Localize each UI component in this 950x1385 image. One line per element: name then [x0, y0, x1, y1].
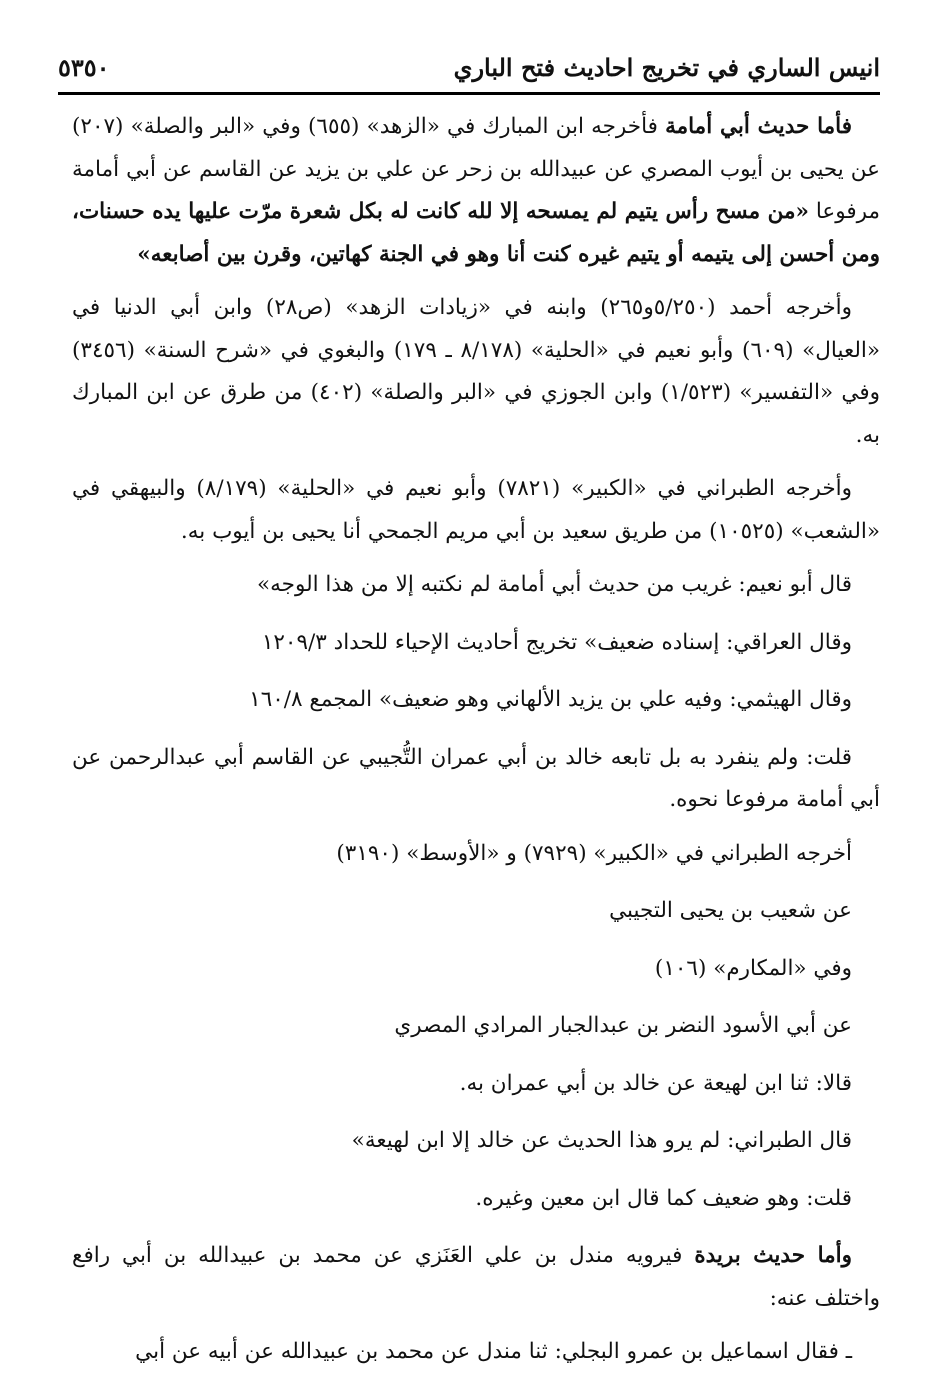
main-text: [72, 106, 880, 1385]
line-tabarani-kabir: أخرجه الطبراني في «الكبير» (٧٩٢٩) و «الأوسط» (٣١٩٠): [336, 840, 852, 866]
book-title: انيس الساري في تخريج احاديث فتح الباري: [453, 52, 880, 82]
paragraph-takhrij-ahmad: وأخرجه أحمد (٥/٢٥٠و٢٦٥) وابنه في «زيادات الزهد» (ص٢٨) وابن أبي الدنيا في «العيال» (٦٠٩) وأبو نعيم في «الحلية» (٨/١٧٨ ـ ١٧٩) والبغوي في «شرح السنة» (٣٤٥٦) وفي «التفسير» (١/٥٢٣) وابن الجوزي في «البر والصلة» (٤٠٢) من طرق عن ابن المبارك به.: [72, 295, 880, 448]
page-number: ٥٣٥٠: [58, 52, 110, 82]
quote-iraqi: وقال العراقي: إسناده ضعيف» تخريج أحاديث الإحياء للحداد ١٢٠٩/٣: [261, 629, 852, 655]
paragraph-mutaba: قلت: ولم ينفرد به بل تابعه خالد بن أبي عمران التُّجيبي عن القاسم أبي عبدالرحمن عن أبي أمامة مرفوعا نحوه.: [72, 744, 880, 812]
quote-haythami: وقال الهيثمي: وفيه علي بن يزيد الألهاني وهو ضعيف» المجمع ١٦٠/٨: [249, 687, 852, 712]
quote-abu-nuaym: قال أبو نعيم: غريب من حديث أبي أمامة لم نكتبه إلا من هذا الوجه»: [256, 572, 852, 597]
paragraph-burayda: [72, 1235, 880, 1320]
line-tabarani-comment: قال الطبراني: لم يرو هذا الحديث عن خالد إلا ابن لهيعة»: [351, 1128, 852, 1153]
paragraph-abu-umama: [72, 106, 880, 276]
line-makarim: وفي «المكارم» (١٠٦): [654, 955, 852, 981]
section-lead: فأما حديث أبي أمامة: [665, 114, 853, 139]
paragraph-text: فأخرجه ابن المبارك في «الزهد» (٦٥٥) وفي «البر والصلة» (٢٠٧) عن يحيى بن أيوب المصري عن عبيدالله بن زحر عن علي بن يزيد عن القاسم عن أبي أمامة مرفوعا: [72, 114, 880, 224]
paragraph-text: فيرويه مندل بن علي العَنَزي عن محمد بن عبيدالله بن أبي رافع واختلف عنه:: [72, 1243, 880, 1311]
line-qultu: قلت: وهو ضعيف كما قال ابن معين وغيره.: [475, 1185, 852, 1211]
paragraph-takhrij-tabarani: وأخرجه الطبراني في «الكبير» (٧٨٢١) وأبو نعيم في «الحلية» (٨/١٧٩) والبيهقي في «الشعب» (١٠٥٢٥) من طريق سعيد بن أبي مريم الجمحي أنا يحيى بن أيوب به.: [72, 476, 880, 544]
running-header: [58, 44, 880, 90]
line-abu-al-aswad: عن أبي الأسود النضر بن عبدالجبار المرادي المصري: [394, 1013, 852, 1038]
line-shuayb: عن شعيب بن يحيى التجيبي: [609, 898, 852, 923]
header-rule: [58, 92, 880, 95]
hadith-text: «من مسح رأس يتيم لم يمسحه إلا لله كانت له بكل شعرة مرّت عليها يده حسنات، ومن أحسن إلى يتيمه أو يتيم غيره كنت أنا وهو في الجنة كهاتين، وقرن بين أصابعه»: [72, 199, 880, 267]
paragraph-ismail: ـ فقال اسماعيل بن عمرو البجلي: ثنا مندل عن محمد بن عبيدالله عن أبيه عن أبي: [135, 1339, 852, 1364]
section-lead: وأما حديث بريدة: [694, 1243, 853, 1268]
line-qala: قالا: ثنا ابن لهيعة عن خالد بن أبي عمران به.: [459, 1070, 852, 1096]
